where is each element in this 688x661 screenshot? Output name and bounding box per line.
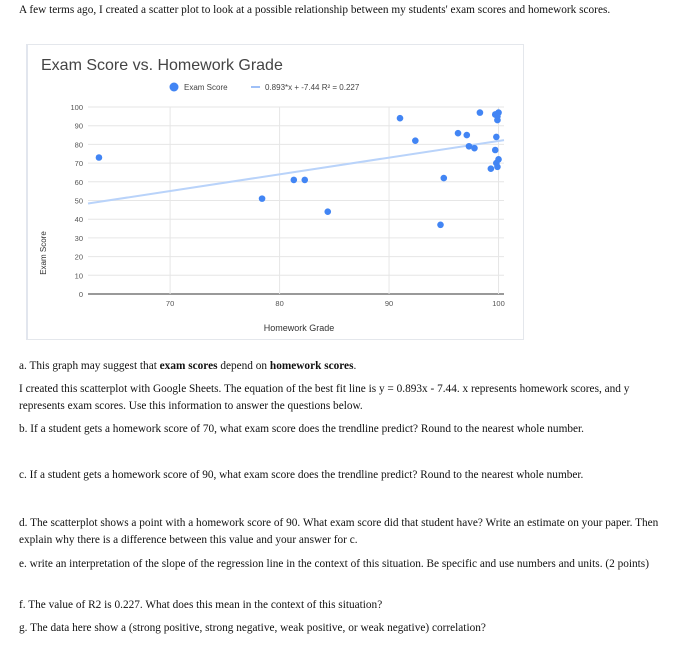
- y-tick-label: 10: [74, 271, 83, 281]
- data-point: [301, 177, 308, 184]
- x-tick-label: 100: [492, 299, 505, 308]
- legend-dot-icon: [170, 83, 179, 92]
- question-e: e. write an interpretation of the slope of the regression line in the context of this situation. Be specific and use numbers and units. (2 points): [19, 558, 649, 570]
- x-tick-label: 90: [384, 299, 394, 308]
- data-point: [455, 130, 462, 137]
- chart-title: Exam Score vs. Homework Grade: [41, 57, 283, 74]
- info-paragraph: I created this scatterplot with Google Sheets. The equation of the best fit line is y = 0.893x - 7.44. x represents homework scores, and y represents exam scores. Use this information to answer the questions below.: [19, 383, 630, 412]
- chart-gridlines: [88, 107, 504, 294]
- x-axis-ticks: [166, 299, 505, 308]
- chart-legend: [170, 83, 360, 93]
- question-a: a. This graph may suggest that exam scores depend on homework scores.: [19, 360, 357, 372]
- scatter-chart: [26, 44, 524, 340]
- y-axis-label: Exam Score: [39, 231, 48, 275]
- data-point: [259, 195, 266, 202]
- data-point: [493, 134, 500, 141]
- y-tick-label: 80: [74, 140, 83, 150]
- question-b: b. If a student gets a homework score of 70, what exam score does the trendline predict? Round to the nearest whole number.: [19, 423, 584, 435]
- data-point: [471, 145, 478, 152]
- trendline: [88, 140, 504, 203]
- data-point: [412, 137, 419, 144]
- data-point: [463, 132, 470, 139]
- legend-label-exam-score: Exam Score: [184, 83, 228, 92]
- question-f: f. The value of R2 is 0.227. What does this mean in the context of this situation?: [19, 599, 383, 611]
- y-tick-label: 20: [74, 252, 83, 262]
- data-point: [492, 147, 499, 154]
- y-tick-label: 30: [74, 233, 83, 243]
- y-tick-label: 50: [74, 196, 83, 206]
- data-point: [440, 175, 447, 182]
- y-tick-label: 40: [74, 215, 83, 225]
- data-point: [324, 208, 331, 215]
- x-tick-label: 70: [165, 299, 175, 308]
- data-point: [495, 156, 502, 163]
- y-tick-label: 100: [70, 103, 83, 112]
- data-point: [437, 222, 444, 229]
- question-d: d. The scatterplot shows a point with a homework score of 90. What exam score did that student have? Write an estimate on your paper. Then explain why there is a difference between this value and your answer for c.: [19, 517, 659, 546]
- question-g: g. The data here show a (strong positive, strong negative, weak positive, or weak negative) correlation?: [19, 622, 486, 634]
- y-tick-label: 0: [78, 290, 83, 299]
- trendline-path: [88, 140, 504, 203]
- data-point: [494, 164, 501, 171]
- y-axis-ticks: [70, 103, 83, 299]
- scatter-chart-svg: [28, 45, 524, 339]
- data-point: [494, 113, 501, 120]
- data-point: [397, 115, 404, 122]
- legend-label-trendline: 0.893*x + -7.44 R² = 0.227: [265, 83, 360, 92]
- intro-text: A few terms ago, I created a scatter plot to look at a possible relationship between my students' exam scores and homework scores.: [19, 4, 611, 16]
- data-point: [488, 165, 495, 172]
- x-tick-label: 80: [275, 299, 284, 308]
- y-tick-label: 60: [74, 177, 83, 187]
- y-tick-label: 90: [74, 121, 83, 131]
- data-point: [291, 177, 298, 184]
- x-axis-label: Homework Grade: [263, 323, 335, 333]
- data-point: [477, 109, 484, 116]
- data-points: [96, 109, 502, 228]
- question-c: c. If a student gets a homework score of 90, what exam score does the trendline predict? Round to the nearest whole number.: [19, 469, 584, 481]
- y-tick-label: 70: [74, 159, 83, 169]
- data-point: [96, 154, 103, 161]
